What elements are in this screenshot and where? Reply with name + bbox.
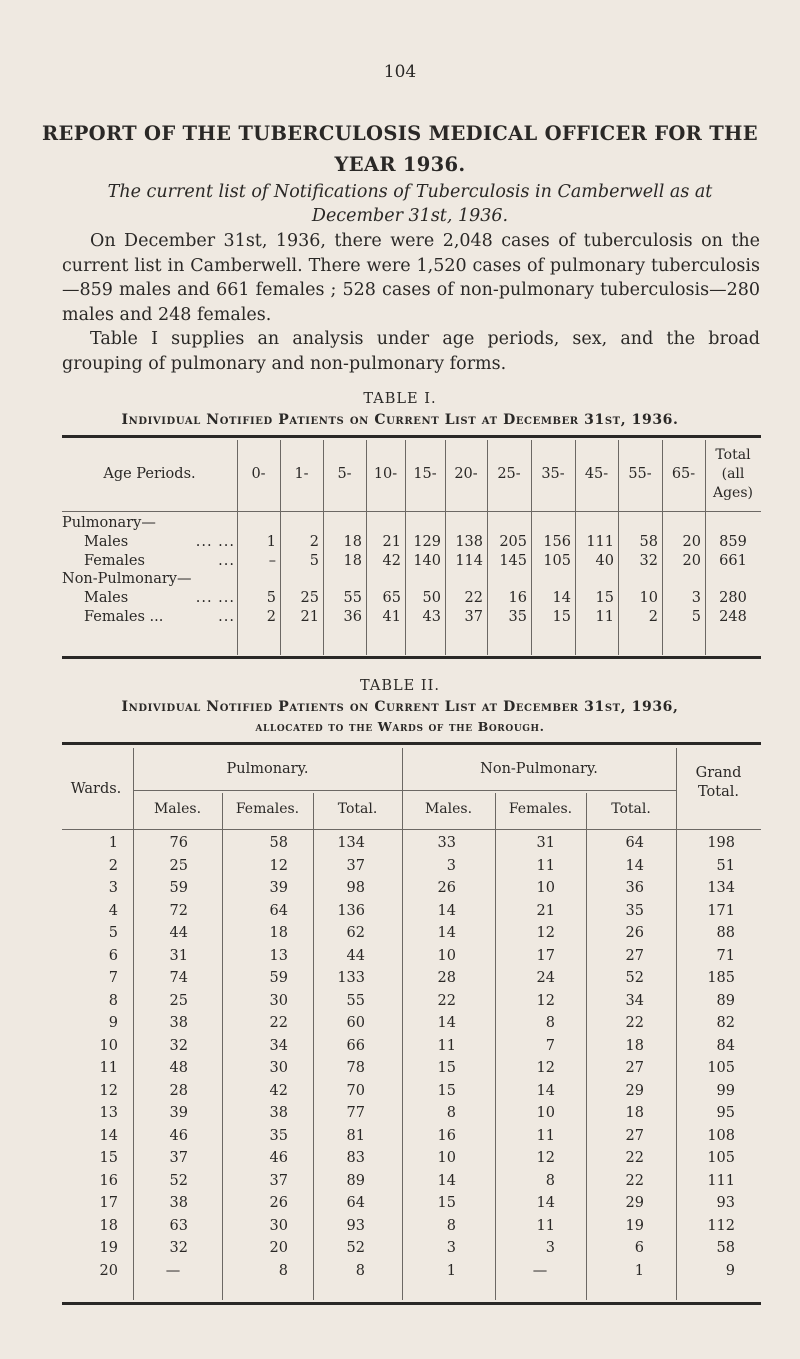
table1-cell: 140 bbox=[413, 553, 441, 569]
table2-ward-number: 9 bbox=[108, 1015, 118, 1031]
table1-cell: 114 bbox=[455, 553, 483, 569]
table2-cell: 22 bbox=[437, 992, 456, 1009]
table1-cell: 129 bbox=[413, 534, 441, 550]
table2-grand-total-cell: 88 bbox=[716, 925, 735, 941]
table1-age-header: 25- bbox=[497, 466, 521, 482]
table2-cell: 26 bbox=[437, 880, 456, 896]
table2-cell: 74 bbox=[169, 970, 188, 986]
table2-ward-number: 15 bbox=[99, 1150, 118, 1166]
table1-cell: 111 bbox=[586, 534, 614, 550]
table2-grand-total-cell: 134 bbox=[707, 880, 735, 896]
table1-total-cell: 859 bbox=[719, 534, 747, 550]
table2-wards-header: Wards. bbox=[70, 781, 122, 797]
table2-cell: 6 bbox=[634, 1240, 644, 1256]
table2-cell: 18 bbox=[625, 1037, 644, 1054]
table2-cell: 29 bbox=[625, 1195, 644, 1211]
table2-cell: 15 bbox=[437, 1060, 456, 1076]
table1-age-header: 65- bbox=[671, 466, 696, 482]
table2-grand-total-cell: 51 bbox=[716, 857, 735, 874]
table1-cell: 35 bbox=[508, 609, 527, 625]
table1-cell: 32 bbox=[639, 553, 658, 569]
table1-cell: 16 bbox=[508, 590, 527, 606]
table1-cell: 5 bbox=[691, 609, 701, 625]
table1-row-dots: ... bbox=[218, 609, 235, 625]
table2-ward-number: 10 bbox=[99, 1037, 118, 1054]
table2-ward-number: 20 bbox=[99, 1262, 118, 1279]
table1-corner-header: Age Periods. bbox=[103, 466, 196, 482]
table2-grand-total-cell: 108 bbox=[707, 1127, 735, 1144]
table2-cell: 22 bbox=[625, 1015, 644, 1031]
table2-cell: 18 bbox=[269, 925, 288, 941]
table2-cell: 18 bbox=[625, 1105, 644, 1121]
table1-cell: 36 bbox=[343, 609, 362, 625]
table2-cell: 22 bbox=[625, 1172, 644, 1189]
table1-cell: 41 bbox=[382, 609, 401, 625]
table2-cell: 37 bbox=[346, 857, 365, 874]
table2-cell: 14 bbox=[536, 1082, 555, 1099]
table2-cell: 37 bbox=[169, 1150, 188, 1166]
table1-row-label: Females ... bbox=[84, 609, 164, 625]
table1-cell: 21 bbox=[382, 534, 401, 550]
table2-cell: 34 bbox=[269, 1037, 288, 1054]
table2-grand-total-cell: 185 bbox=[707, 970, 735, 986]
table2-cell: 98 bbox=[346, 880, 365, 896]
table2-ward-number: 5 bbox=[108, 925, 118, 941]
table1-total-header: (all bbox=[721, 466, 745, 482]
table2-grand-total-cell: 84 bbox=[716, 1037, 735, 1054]
table2-cell: 27 bbox=[625, 947, 644, 964]
table2-grand-total-cell: 171 bbox=[707, 902, 735, 919]
table1-cell: 5 bbox=[266, 590, 276, 606]
table2-sub-header: Males. bbox=[153, 801, 202, 817]
table2-cell: 3 bbox=[446, 1240, 456, 1256]
table2-cell: 16 bbox=[437, 1127, 456, 1144]
table2-grand-total-cell: 95 bbox=[716, 1105, 735, 1121]
table2-cell: 55 bbox=[346, 992, 365, 1009]
table2-cell: 25 bbox=[169, 992, 188, 1009]
table2-ward-number: 13 bbox=[99, 1105, 118, 1121]
table2-grand-total-cell: 198 bbox=[707, 835, 735, 851]
table2-cell: 12 bbox=[269, 857, 288, 874]
table2-cell: 72 bbox=[169, 902, 188, 919]
table2-ward-number: 2 bbox=[108, 857, 118, 874]
table2-group-rule bbox=[133, 790, 676, 791]
table2-cell: 31 bbox=[169, 947, 188, 964]
table1-row-label: Females bbox=[84, 553, 145, 569]
table2-cell: 70 bbox=[346, 1082, 365, 1099]
table1-age-header: 0- bbox=[251, 466, 266, 482]
table1-total-cell: 661 bbox=[719, 553, 747, 569]
table1-age-header: 20- bbox=[454, 466, 478, 482]
table1-age-header: 5- bbox=[337, 466, 352, 482]
table2-ward-number: 12 bbox=[99, 1082, 118, 1099]
table1-row-label: Males bbox=[84, 590, 129, 606]
table1-total-header: Ages) bbox=[712, 485, 753, 501]
table2-cell: 8 bbox=[545, 1172, 555, 1189]
table2-cell: 64 bbox=[625, 835, 644, 851]
table2-cell: 38 bbox=[269, 1105, 288, 1121]
table2-cell: 83 bbox=[346, 1150, 365, 1166]
table2-cell: 8 bbox=[278, 1262, 288, 1279]
table1-bottom-rule bbox=[62, 656, 761, 659]
table2-grand-total-cell: 89 bbox=[716, 992, 735, 1009]
table2-cell: 10 bbox=[437, 1150, 456, 1166]
table1-cell: 10 bbox=[639, 590, 658, 606]
table1-cell: 20 bbox=[682, 553, 701, 569]
table2-grand-total-header: Total. bbox=[698, 784, 739, 800]
table1-age-header: 45- bbox=[584, 466, 609, 482]
table2-ward-number: 4 bbox=[108, 902, 118, 919]
table1-caption: Individual Notified Patients on Current List at December 31st, 1936. bbox=[121, 412, 679, 428]
table2-top-rule bbox=[62, 742, 761, 745]
table1-cell: 2 bbox=[266, 609, 276, 625]
table1-cell: 145 bbox=[499, 553, 527, 569]
table2-cell: 35 bbox=[269, 1127, 288, 1144]
table1-cell: 205 bbox=[499, 534, 527, 550]
table2-ward-number: 6 bbox=[108, 947, 118, 964]
table1-total-header: Total bbox=[715, 447, 751, 463]
table1-age-header: 1- bbox=[294, 466, 309, 482]
table2-nonpulmonary-header: Non-Pulmonary. bbox=[480, 761, 598, 777]
table2-sub-header: Males. bbox=[424, 801, 473, 817]
table1-age-header: 15- bbox=[413, 466, 437, 482]
table2-cell: 30 bbox=[269, 1060, 288, 1076]
table1-cell: 21 bbox=[300, 609, 319, 625]
table2-ward-number: 3 bbox=[108, 880, 118, 896]
table2-cell: 21 bbox=[536, 902, 555, 919]
table2-cell: 12 bbox=[536, 1060, 555, 1076]
table2-cell: 64 bbox=[269, 902, 288, 919]
table1-cell: 14 bbox=[552, 590, 571, 606]
table2-pulmonary-header: Pulmonary. bbox=[226, 761, 309, 777]
table2-cell: 10 bbox=[437, 947, 456, 964]
table2-cell: 17 bbox=[536, 947, 555, 964]
table1-cell: 22 bbox=[464, 590, 483, 606]
table2-cell: 78 bbox=[346, 1060, 365, 1076]
table1-row-dots: ... bbox=[218, 553, 235, 569]
table2-cell: 27 bbox=[625, 1127, 644, 1144]
table2-grand-total-cell: 105 bbox=[707, 1150, 735, 1166]
table2-cell: 15 bbox=[437, 1082, 456, 1099]
table2-cell: 12 bbox=[536, 992, 555, 1009]
table2-grand-total-cell: 82 bbox=[716, 1015, 735, 1031]
table2-cell: 59 bbox=[269, 970, 288, 986]
table2-cell: 42 bbox=[269, 1082, 288, 1099]
table2-cell: 11 bbox=[536, 1127, 555, 1144]
table2-cell: 34 bbox=[625, 992, 644, 1009]
table2-cell: 14 bbox=[437, 1172, 456, 1189]
table2-ward-number: 18 bbox=[99, 1217, 118, 1234]
table2-cell: 8 bbox=[446, 1105, 456, 1121]
table2-grand-total-cell: 99 bbox=[716, 1082, 735, 1099]
table2-cell: 14 bbox=[625, 857, 644, 874]
table2-cell: 60 bbox=[346, 1015, 365, 1031]
table2-cell: 32 bbox=[169, 1240, 188, 1256]
table1-cell: 18 bbox=[343, 553, 362, 569]
table1-group-label: Pulmonary— bbox=[62, 515, 156, 531]
table2-cell: 11 bbox=[536, 1217, 555, 1234]
table2-cell: 62 bbox=[346, 925, 365, 941]
report-title: REPORT OF THE TUBERCULOSIS MEDICAL OFFICER FOR THE YEAR 1936. bbox=[42, 122, 758, 176]
paragraph-table-intro: Table I supplies an analysis under age periods, sex, and the broad grouping of pulmonary and non-pulmonary forms. bbox=[62, 329, 760, 374]
table2-cell: 48 bbox=[169, 1060, 188, 1076]
table2-cell: 81 bbox=[346, 1127, 365, 1144]
table2-cell: — bbox=[532, 1262, 548, 1279]
table2-cell: 11 bbox=[437, 1037, 456, 1054]
table2-cell: 25 bbox=[169, 857, 188, 874]
table2-cell: 24 bbox=[536, 970, 555, 986]
table2-cell: 22 bbox=[269, 1015, 288, 1031]
table2-cell: 28 bbox=[437, 970, 456, 986]
table2-grand-total-cell: 9 bbox=[725, 1262, 735, 1279]
table1-cell: 1 bbox=[266, 534, 276, 550]
table2-cell: 66 bbox=[346, 1037, 365, 1054]
table2-cell: 12 bbox=[536, 925, 555, 941]
table1-cell: 3 bbox=[691, 590, 701, 606]
table1-total-cell: 280 bbox=[719, 590, 747, 606]
table1-cell: 40 bbox=[595, 553, 614, 569]
table1-cell: 15 bbox=[595, 590, 614, 606]
table2-cell: 29 bbox=[625, 1082, 644, 1099]
table1-cell: 5 bbox=[309, 553, 319, 569]
table2-cell: 52 bbox=[346, 1240, 365, 1256]
table2-cell: 52 bbox=[169, 1172, 188, 1189]
table1-label: TABLE I. bbox=[363, 391, 437, 407]
table2-sub-header: Females. bbox=[235, 801, 300, 817]
table2-grand-total-header: Grand bbox=[695, 765, 742, 781]
table2-cell: 89 bbox=[346, 1172, 365, 1189]
table1-cell: – bbox=[268, 553, 276, 569]
table2-ward-number: 16 bbox=[99, 1172, 118, 1189]
table1-cell: 43 bbox=[422, 609, 441, 625]
table2-cell: 14 bbox=[437, 1015, 456, 1031]
table1-row-dots: ... ... bbox=[195, 534, 235, 550]
table2-cell: 30 bbox=[269, 1217, 288, 1234]
table1-cell: 2 bbox=[309, 534, 319, 550]
table2-cell: 1 bbox=[446, 1262, 456, 1279]
table2-cell: 22 bbox=[625, 1150, 644, 1166]
table2-cell: 13 bbox=[269, 947, 288, 964]
table1-cell: 65 bbox=[382, 590, 401, 606]
table2-caption-line1: Individual Notified Patients on Current List at December 31st, 1936, bbox=[121, 699, 679, 715]
table2-cell: 14 bbox=[536, 1195, 555, 1211]
table2-cell: 26 bbox=[269, 1195, 288, 1211]
table1-age-header: 35- bbox=[541, 466, 565, 482]
table2-grand-total-cell: 105 bbox=[707, 1060, 735, 1076]
table2-cell: 1 bbox=[634, 1262, 644, 1279]
table2-caption-line2: allocated to the Wards of the Borough. bbox=[255, 719, 545, 734]
table1-cell: 15 bbox=[552, 609, 571, 625]
table2-cell: 134 bbox=[337, 835, 365, 851]
table2-cell: 64 bbox=[346, 1195, 365, 1211]
table2-cell: 46 bbox=[269, 1150, 288, 1166]
table2-cell: 8 bbox=[446, 1217, 456, 1234]
table1-header-rule bbox=[62, 511, 761, 512]
table2-cell: — bbox=[165, 1262, 181, 1279]
table1-cell: 42 bbox=[382, 553, 401, 569]
table2-cell: 46 bbox=[169, 1127, 188, 1144]
page-number: 104 bbox=[383, 62, 417, 82]
table2-cell: 26 bbox=[625, 925, 644, 941]
table1-cell: 105 bbox=[543, 553, 571, 569]
table2-cell: 19 bbox=[625, 1217, 644, 1234]
table2-cell: 93 bbox=[346, 1217, 365, 1234]
table2-label: TABLE II. bbox=[360, 678, 440, 694]
table2-grand-total-cell: 71 bbox=[716, 947, 735, 964]
table2-cell: 27 bbox=[625, 1060, 644, 1076]
table2-cell: 30 bbox=[269, 992, 288, 1009]
table2-cell: 32 bbox=[169, 1037, 188, 1054]
table1-cell: 37 bbox=[464, 609, 483, 625]
table2-cell: 12 bbox=[536, 1150, 555, 1166]
table2-cell: 15 bbox=[437, 1195, 456, 1211]
table1-cell: 55 bbox=[343, 590, 362, 606]
table2-cell: 28 bbox=[169, 1082, 188, 1099]
table2-cell: 20 bbox=[269, 1240, 288, 1256]
table2-cell: 8 bbox=[545, 1015, 555, 1031]
table1-age-header: 10- bbox=[373, 466, 398, 482]
table2-cell: 7 bbox=[545, 1037, 555, 1054]
table2-cell: 59 bbox=[169, 880, 188, 896]
table2-cell: 58 bbox=[269, 835, 288, 851]
table1-group-label: Non-Pulmonary— bbox=[62, 571, 192, 587]
paragraph-summary: On December 31st, 1936, there were 2,048 cases of tuberculosis on the current list in Camberwell. There were 1,520 cases of pulmonary tuberculosis—859 males and 661 females ; 528 cases of non-pulmonary tuberculosis—280 males and 248 females. bbox=[62, 231, 760, 325]
table2-ward-number: 14 bbox=[99, 1127, 118, 1144]
table2-cell: 39 bbox=[169, 1105, 188, 1121]
table2-cell: 44 bbox=[169, 925, 188, 941]
table2-cell: 38 bbox=[169, 1195, 188, 1211]
table1-cell: 156 bbox=[543, 534, 571, 550]
table2-cell: 39 bbox=[269, 880, 288, 896]
table2-cell: 8 bbox=[355, 1262, 365, 1279]
table2-header-rule bbox=[62, 829, 761, 830]
table2-column-divider bbox=[222, 793, 223, 1300]
table2-sub-header: Females. bbox=[508, 801, 573, 817]
table2-ward-number: 8 bbox=[108, 992, 118, 1009]
table2-cell: 52 bbox=[625, 970, 644, 986]
table1-cell: 50 bbox=[422, 590, 441, 606]
table1-total-cell: 248 bbox=[719, 609, 747, 625]
table2-cell: 136 bbox=[337, 902, 365, 919]
table2-cell: 38 bbox=[169, 1015, 188, 1031]
table2-cell: 3 bbox=[446, 857, 456, 874]
table2-cell: 36 bbox=[625, 880, 644, 896]
table1-cell: 11 bbox=[595, 609, 614, 625]
table1-cell: 25 bbox=[300, 590, 319, 606]
table2-cell: 35 bbox=[625, 902, 644, 919]
table1-age-header: 55- bbox=[628, 466, 652, 482]
table2-cell: 33 bbox=[437, 835, 456, 851]
report-subtitle: The current list of Notifications of Tuberculosis in Camberwell as at December 31st, 1936. bbox=[107, 182, 713, 226]
table2-sub-header: Total. bbox=[337, 801, 378, 817]
table2-grand-total-cell: 112 bbox=[707, 1217, 735, 1234]
table2-sub-header: Total. bbox=[611, 801, 651, 817]
table2-cell: 14 bbox=[437, 925, 456, 941]
table2-cell: 31 bbox=[536, 835, 555, 851]
table1-row-label: Males bbox=[84, 534, 129, 550]
table2-ward-number: 1 bbox=[108, 835, 118, 851]
table2-cell: 14 bbox=[437, 902, 456, 919]
table2-cell: 133 bbox=[337, 970, 365, 986]
table2-ward-number: 11 bbox=[99, 1060, 118, 1076]
table1-cell: 2 bbox=[648, 609, 658, 625]
table2-cell: 63 bbox=[169, 1217, 188, 1234]
table2-bottom-rule bbox=[62, 1302, 761, 1305]
table1-cell: 20 bbox=[682, 534, 701, 550]
table2-cell: 3 bbox=[545, 1240, 555, 1256]
table2-ward-number: 19 bbox=[99, 1240, 118, 1256]
table1-row-dots: ... ... bbox=[195, 590, 235, 606]
table2-cell: 37 bbox=[269, 1172, 288, 1189]
table1-cell: 138 bbox=[455, 534, 483, 550]
table1-top-rule bbox=[62, 435, 761, 438]
table2-ward-number: 7 bbox=[108, 970, 118, 986]
table1-cell: 58 bbox=[639, 534, 658, 550]
table2-grand-total-cell: 58 bbox=[716, 1240, 735, 1256]
table2-cell: 10 bbox=[536, 1105, 555, 1121]
table2-grand-total-cell: 93 bbox=[716, 1195, 735, 1211]
table1-cell: 18 bbox=[343, 534, 362, 550]
table2-cell: 76 bbox=[169, 835, 188, 851]
table2-grand-total-cell: 111 bbox=[707, 1172, 735, 1189]
table2-cell: 10 bbox=[536, 880, 555, 896]
table2-ward-number: 17 bbox=[99, 1195, 118, 1211]
table2-cell: 11 bbox=[536, 857, 555, 874]
table2-cell: 77 bbox=[346, 1105, 365, 1121]
table2-cell: 44 bbox=[346, 947, 365, 964]
